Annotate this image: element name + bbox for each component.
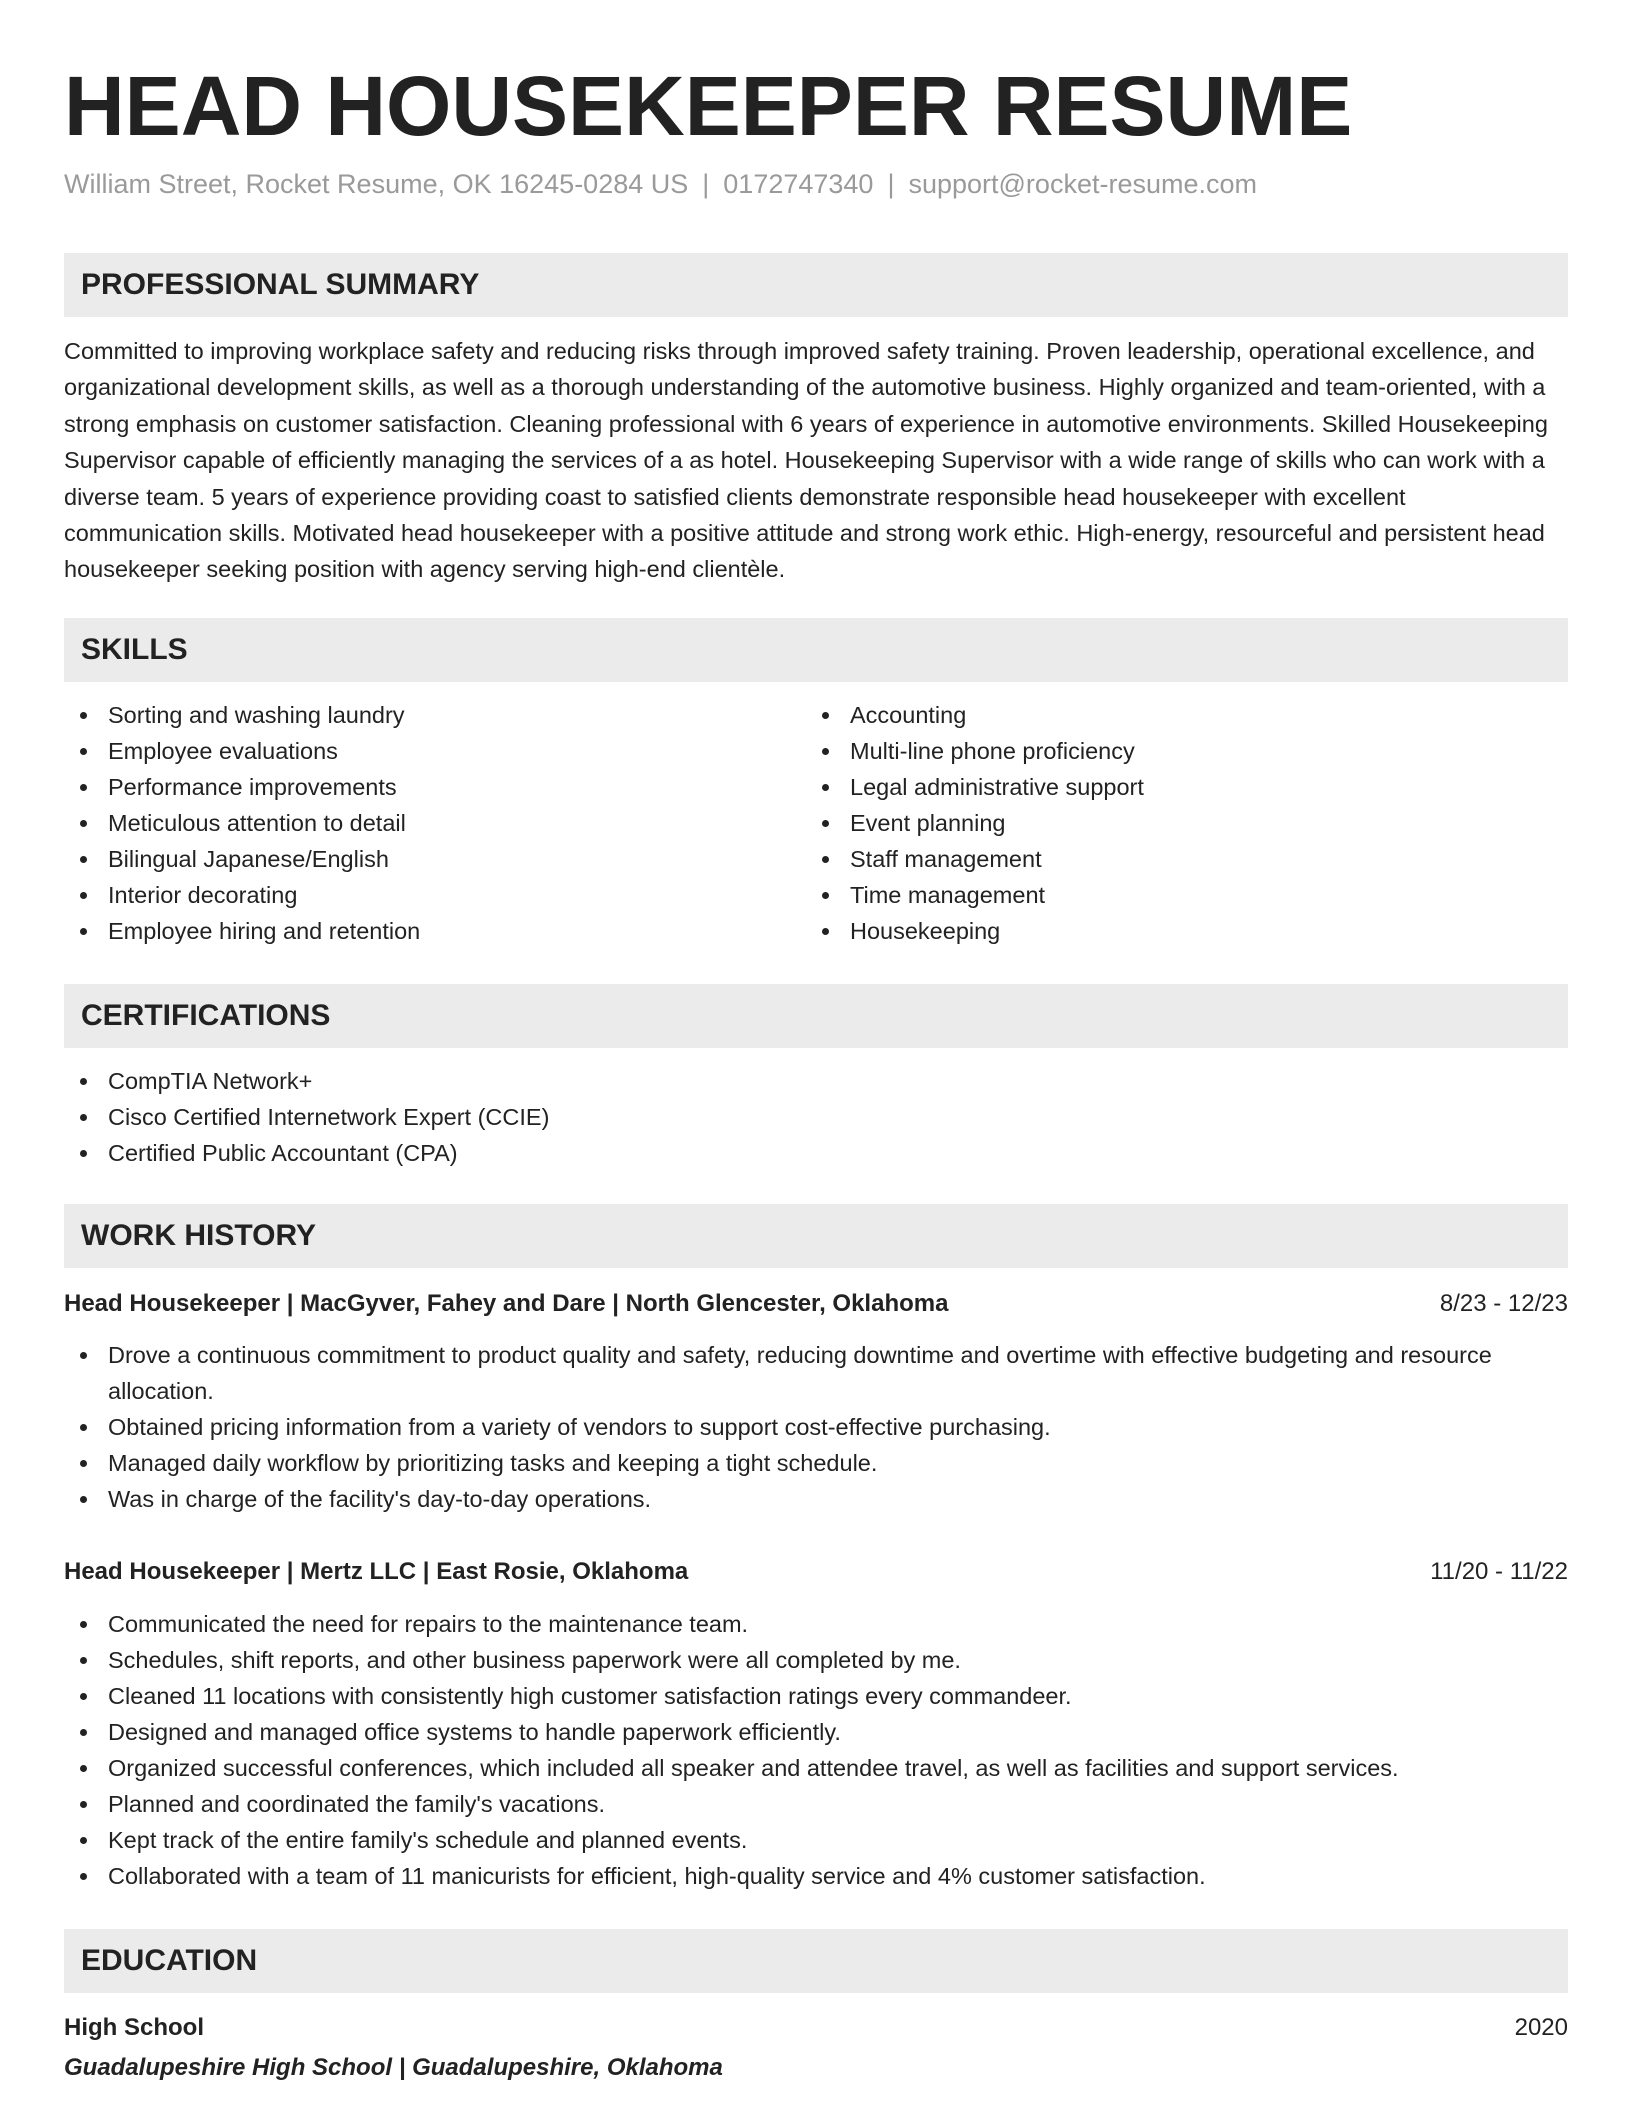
skill-item: Bilingual Japanese/English bbox=[64, 841, 804, 877]
job-bullets bbox=[64, 1337, 1568, 1517]
skill-item: Performance improvements bbox=[64, 769, 804, 805]
education-degree: High School bbox=[64, 2014, 204, 2041]
skill-item: Meticulous attention to detail bbox=[64, 805, 804, 841]
skill-item: Accounting bbox=[806, 697, 1546, 733]
section-title-certifications: CERTIFICATIONS bbox=[81, 999, 331, 1032]
job-bullet: Kept track of the entire family's schedule and planned events. bbox=[64, 1822, 1568, 1858]
certification-item: Certified Public Accountant (CPA) bbox=[64, 1135, 1568, 1171]
job-title: Head Housekeeper | MacGyver, Fahey and Dare | North Glencester, Oklahoma bbox=[64, 1290, 949, 1317]
skill-item: Staff management bbox=[806, 841, 1546, 877]
skills-list-left bbox=[64, 697, 804, 949]
job-bullets bbox=[64, 1606, 1568, 1894]
resume-title: HEAD HOUSEKEEPER RESUME bbox=[64, 59, 1353, 153]
contact-separator: | bbox=[702, 169, 710, 199]
education-school: Guadalupeshire High School | Guadalupeshire, Oklahoma bbox=[64, 2054, 723, 2081]
job-bullet: Planned and coordinated the family's vacations. bbox=[64, 1786, 1568, 1822]
job-bullet: Cleaned 11 locations with consistently high customer satisfaction ratings every commandeer. bbox=[64, 1678, 1568, 1714]
skills-list-right bbox=[806, 697, 1546, 949]
contact-phone: 0172747340 bbox=[723, 169, 874, 199]
job-bullet: Was in charge of the facility's day-to-day operations. bbox=[64, 1481, 1568, 1517]
job-bullet: Obtained pricing information from a variety of vendors to support cost-effective purchasing. bbox=[64, 1409, 1568, 1445]
section-header-certifications bbox=[64, 984, 1568, 1048]
job-dates: 8/23 - 12/23 bbox=[1439, 1290, 1568, 1317]
job-bullet: Collaborated with a team of 11 manicurists for efficient, high-quality service and 4% customer satisfaction. bbox=[64, 1858, 1568, 1894]
skill-item: Interior decorating bbox=[64, 877, 804, 913]
contact-separator: | bbox=[887, 169, 895, 199]
contact-line bbox=[64, 166, 1257, 202]
skill-item: Legal administrative support bbox=[806, 769, 1546, 805]
skill-item: Employee hiring and retention bbox=[64, 913, 804, 949]
job-bullet: Managed daily workflow by prioritizing tasks and keeping a tight schedule. bbox=[64, 1445, 1568, 1481]
section-title-education: EDUCATION bbox=[81, 1944, 258, 1977]
section-header-work-history bbox=[64, 1204, 1568, 1268]
job-bullet: Organized successful conferences, which included all speaker and attendee travel, as well as facilities and support services. bbox=[64, 1750, 1568, 1786]
job-dates: 11/20 - 11/22 bbox=[1430, 1558, 1568, 1585]
certifications-list bbox=[64, 1063, 1568, 1171]
contact-email: support@rocket-resume.com bbox=[908, 169, 1257, 199]
contact-address: William Street, Rocket Resume, OK 16245-0284 US bbox=[64, 169, 689, 199]
job-bullet: Communicated the need for repairs to the maintenance team. bbox=[64, 1606, 1568, 1642]
job-bullet: Schedules, shift reports, and other business paperwork were all completed by me. bbox=[64, 1642, 1568, 1678]
job-bullet: Designed and managed office systems to handle paperwork efficiently. bbox=[64, 1714, 1568, 1750]
skill-item: Multi-line phone proficiency bbox=[806, 733, 1546, 769]
section-title-skills: SKILLS bbox=[81, 633, 188, 666]
certification-item: Cisco Certified Internetwork Expert (CCIE) bbox=[64, 1099, 1568, 1135]
skill-item: Sorting and washing laundry bbox=[64, 697, 804, 733]
skill-item: Event planning bbox=[806, 805, 1546, 841]
skill-item: Time management bbox=[806, 877, 1546, 913]
job-title: Head Housekeeper | Mertz LLC | East Rosie, Oklahoma bbox=[64, 1558, 689, 1585]
section-title-summary: PROFESSIONAL SUMMARY bbox=[81, 268, 480, 301]
summary-text: Committed to improving workplace safety and reducing risks through improved safety training. Proven leadership, operational excellence, and organizational development skills, as well as a thorough understanding of the automotive business. Highly organized and team-oriented, with a strong emphasis on customer satisfaction. Cleaning professional with 6 years of experience in automotive environments. Skilled Housekeeping Supervisor capable of efficiently managing the services of a as hotel. Housekeeping Supervisor with a wide range of skills who can work with a diverse team. 5 years of experience providing coast to satisfied clients demonstrate responsible head housekeeper with excellent communication skills. Motivated head housekeeper with a positive attitude and strong work ethic. High-energy, resourceful and persistent head housekeeper seeking position with agency serving high-end clientèle. bbox=[64, 338, 1548, 583]
skill-item: Housekeeping bbox=[806, 913, 1546, 949]
section-header-education bbox=[64, 1929, 1568, 1993]
education-year: 2020 bbox=[1514, 2014, 1568, 2041]
section-header-skills bbox=[64, 618, 1568, 682]
section-title-work-history: WORK HISTORY bbox=[81, 1219, 317, 1252]
certification-item: CompTIA Network+ bbox=[64, 1063, 1568, 1099]
section-header-summary bbox=[64, 253, 1568, 317]
skill-item: Employee evaluations bbox=[64, 733, 804, 769]
job-bullet: Drove a continuous commitment to product quality and safety, reducing downtime and overtime with effective budgeting and resource allocation. bbox=[64, 1337, 1568, 1409]
